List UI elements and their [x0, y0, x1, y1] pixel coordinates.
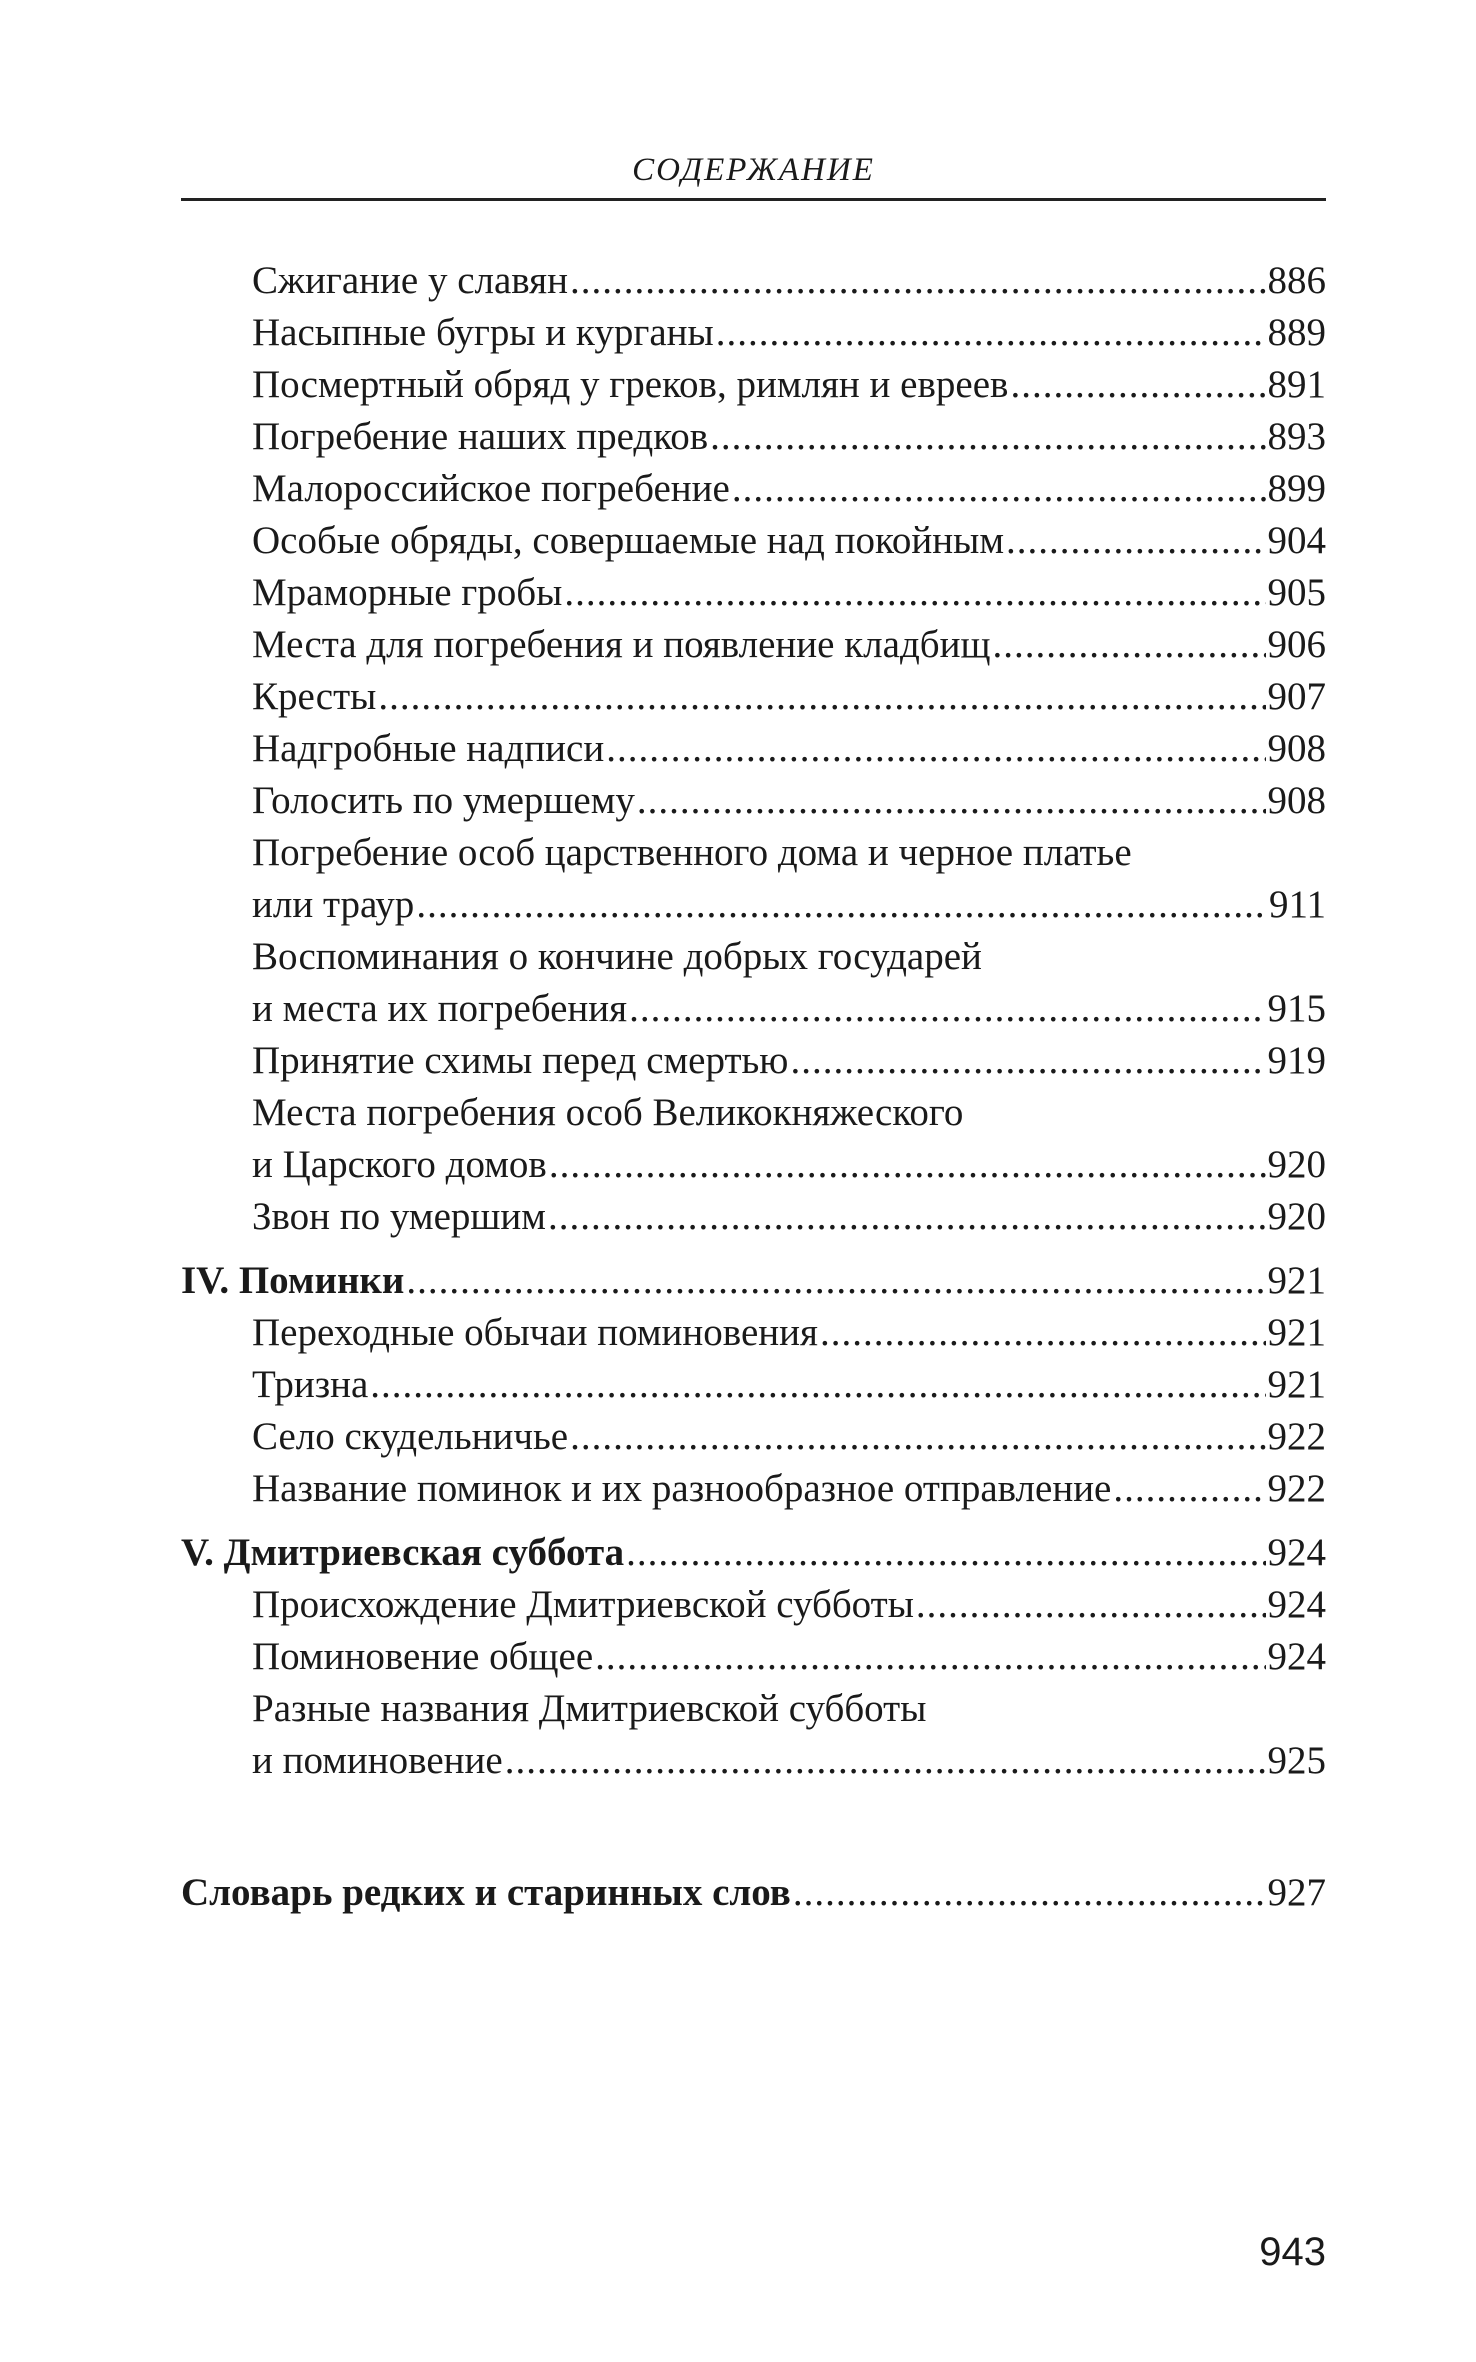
toc-entry-title: и поминовение — [252, 1739, 503, 1782]
dot-leader — [570, 255, 1266, 307]
toc-entry-title: и места их погребения — [252, 987, 628, 1030]
toc-entry-page: 921 — [1267, 1311, 1326, 1354]
dot-leader — [406, 1255, 1265, 1307]
toc-entry-page: 908 — [1267, 779, 1326, 822]
dot-leader — [505, 1735, 1266, 1787]
toc-entry-line: Воспоминания о кончине добрых государей — [252, 935, 982, 978]
toc-entry[interactable] — [181, 463, 1326, 515]
toc-entry-title: или траур — [252, 883, 415, 926]
toc-entry-page: 907 — [1267, 675, 1326, 718]
toc-entry-page: 924 — [1267, 1531, 1326, 1574]
toc-entry[interactable] — [181, 1359, 1326, 1411]
toc-section-entry[interactable] — [181, 1255, 1326, 1307]
toc-section-entry[interactable] — [181, 1867, 1326, 1919]
toc-entry[interactable] — [181, 567, 1326, 619]
toc-entry-title: Переходные обычаи поминовения — [252, 1311, 818, 1354]
toc-entry-page: 924 — [1267, 1635, 1326, 1678]
header-rule — [181, 198, 1326, 201]
toc-entry[interactable] — [181, 1307, 1326, 1359]
page-number: 943 — [1259, 2230, 1326, 2274]
dot-leader — [570, 1411, 1265, 1463]
toc-entry-page: 889 — [1267, 311, 1326, 354]
toc-entry[interactable] — [181, 879, 1326, 931]
toc-entry-title: Места для погребения и появление кладбищ — [252, 623, 991, 666]
dot-leader — [1010, 359, 1265, 411]
dot-leader — [716, 307, 1266, 359]
toc-entry[interactable] — [181, 1631, 1326, 1683]
toc-entry-title: Поминовение общее — [252, 1635, 594, 1678]
toc-entry[interactable] — [181, 359, 1326, 411]
dot-leader — [916, 1579, 1266, 1631]
dot-leader — [370, 1359, 1265, 1411]
toc-entry-title: Посмертный обряд у греков, римлян и евреев — [252, 363, 1009, 406]
toc-entry-page: 915 — [1267, 987, 1326, 1030]
toc-entry-page: 924 — [1267, 1583, 1326, 1626]
toc-entry[interactable] — [181, 1463, 1326, 1515]
toc-entry-title: Звон по умершим — [252, 1195, 546, 1238]
toc-entry-title: Особые обряды, совершаемые над покойным — [252, 519, 1005, 562]
toc-entry-page: 911 — [1268, 883, 1326, 926]
toc-entry-title: Кресты — [252, 675, 377, 718]
toc-entry-title: Насыпные бугры и курганы — [252, 311, 714, 354]
toc-entry[interactable] — [181, 619, 1326, 671]
toc-entry-title: Название поминок и их разнообразное отправление — [252, 1467, 1112, 1510]
toc-entry-page: 899 — [1267, 467, 1326, 510]
dot-leader — [1006, 515, 1265, 567]
dot-leader — [790, 1035, 1265, 1087]
toc-entry-page: 904 — [1267, 519, 1326, 562]
dot-leader — [548, 1191, 1266, 1243]
toc-section-entry[interactable] — [181, 1527, 1326, 1579]
toc-entry-title: Словарь редких и старинных слов — [181, 1871, 791, 1914]
toc-entry-page: 922 — [1267, 1415, 1326, 1458]
toc-entry-page: 922 — [1267, 1467, 1326, 1510]
dot-leader — [710, 411, 1265, 463]
toc-entry[interactable] — [181, 411, 1326, 463]
toc-entry-title: IV. Поминки — [181, 1259, 405, 1302]
toc-entry[interactable] — [181, 1139, 1326, 1191]
toc-entry-title: и Царского домов — [252, 1143, 547, 1186]
toc-entry[interactable] — [181, 1191, 1326, 1243]
toc-entry[interactable] — [181, 723, 1326, 775]
dot-leader — [793, 1867, 1266, 1919]
toc-entry[interactable] — [181, 671, 1326, 723]
dot-leader — [1113, 1463, 1265, 1515]
toc-entry-page: 920 — [1267, 1195, 1326, 1238]
toc-entry-title: Надгробные надписи — [252, 727, 605, 770]
table-of-contents — [181, 255, 1326, 1919]
toc-entry-title: Принятие схимы перед смертью — [252, 1039, 789, 1082]
toc-entry-page: 905 — [1267, 571, 1326, 614]
toc-entry-page: 927 — [1267, 1871, 1326, 1914]
running-header — [181, 148, 1326, 201]
dot-leader — [626, 1527, 1265, 1579]
toc-entry[interactable] — [181, 255, 1326, 307]
toc-entry-page: 920 — [1267, 1143, 1326, 1186]
toc-entry[interactable] — [181, 775, 1326, 827]
toc-entry-line: Места погребения особ Великокняжеского — [252, 1091, 964, 1134]
dot-leader — [378, 671, 1265, 723]
toc-entry[interactable] — [181, 515, 1326, 567]
toc-entry[interactable] — [181, 307, 1326, 359]
toc-entry-page: 921 — [1267, 1259, 1326, 1302]
dot-leader — [629, 983, 1265, 1035]
dot-leader — [993, 619, 1266, 671]
toc-entry-line: Погребение особ царственного дома и черное платье — [252, 831, 1132, 874]
toc-entry[interactable] — [181, 1579, 1326, 1631]
dot-leader — [595, 1631, 1265, 1683]
toc-entry[interactable] — [181, 1035, 1326, 1087]
dot-leader — [606, 723, 1265, 775]
toc-entry-title: Сжигание у славян — [252, 259, 568, 302]
toc-entry-title: Происхождение Дмитриевской субботы — [252, 1583, 914, 1626]
running-header-title: СОДЕРЖАНИЕ — [632, 152, 875, 188]
dot-leader — [564, 567, 1265, 619]
toc-entry-title: Погребение наших предков — [252, 415, 709, 458]
toc-entry-line: Разные названия Дмитриевской субботы — [252, 1687, 927, 1730]
toc-entry-title: Село скудельничье — [252, 1415, 569, 1458]
toc-entry-page: 886 — [1267, 259, 1326, 302]
dot-leader — [637, 775, 1266, 827]
toc-entry-page: 925 — [1267, 1739, 1326, 1782]
toc-entry-page: 893 — [1267, 415, 1326, 458]
toc-entry-page: 919 — [1267, 1039, 1326, 1082]
toc-entry[interactable] — [181, 1411, 1326, 1463]
dot-leader — [549, 1139, 1266, 1191]
toc-entry[interactable] — [181, 1735, 1326, 1787]
toc-entry-title: Малороссийское погребение — [252, 467, 730, 510]
toc-entry-page: 906 — [1267, 623, 1326, 666]
toc-entry-title: Мраморные гробы — [252, 571, 563, 614]
dot-leader — [416, 879, 1267, 931]
toc-entry-title: Голосить по умершему — [252, 779, 635, 822]
toc-entry-title: Тризна — [252, 1363, 369, 1406]
toc-entry-page: 921 — [1267, 1363, 1326, 1406]
toc-entry-page: 891 — [1267, 363, 1326, 406]
dot-leader — [820, 1307, 1266, 1359]
toc-entry-page: 908 — [1267, 727, 1326, 770]
toc-entry-title: V. Дмитриевская суббота — [181, 1531, 625, 1574]
toc-entry[interactable] — [181, 983, 1326, 1035]
dot-leader — [732, 463, 1266, 515]
